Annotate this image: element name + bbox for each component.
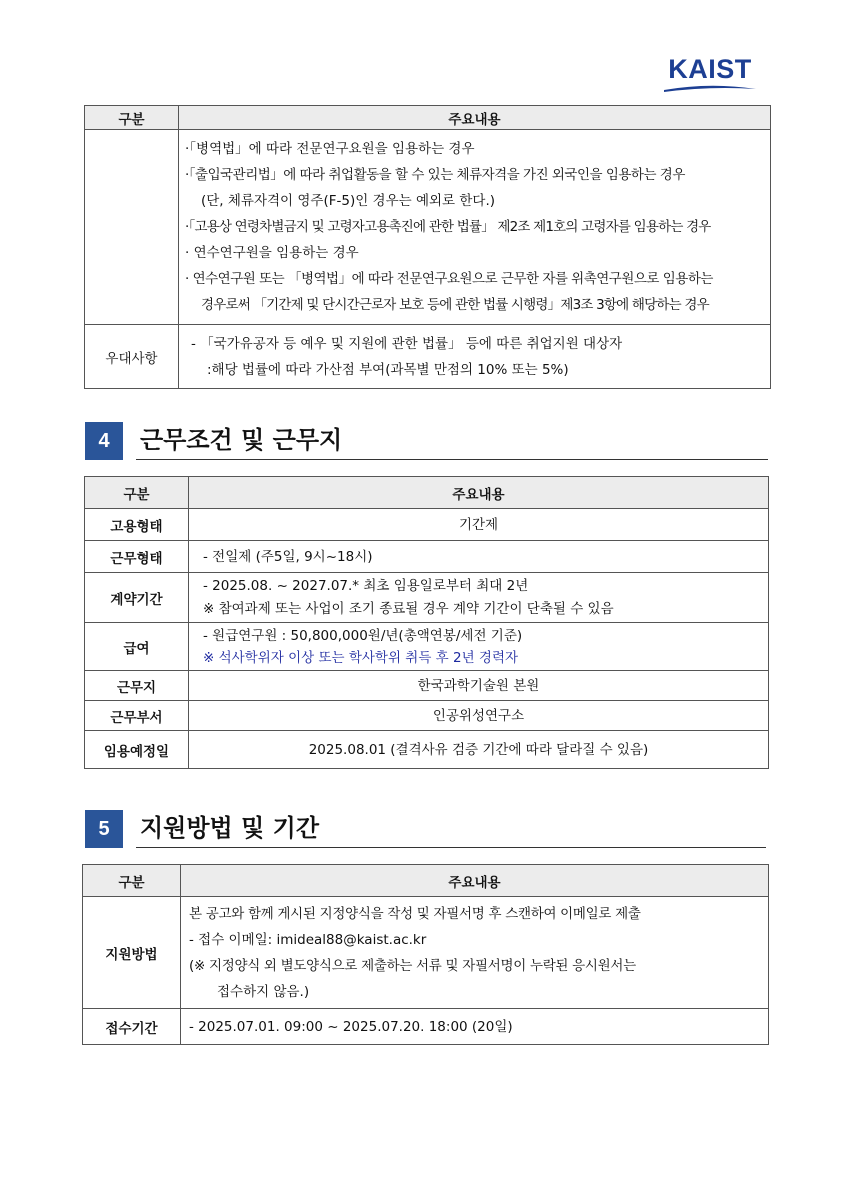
row-label: 근무형태: [85, 541, 189, 573]
row-value: [181, 897, 769, 1009]
header-content: 주요내용: [189, 477, 769, 509]
work-conditions-table: [84, 476, 769, 769]
row-label: 급여: [85, 623, 189, 671]
content-line: 경우로써 「기간제 및 단시간근로자 보호 등에 관한 법률 시행령」제3조 3항에 해당하는 경우: [201, 297, 709, 313]
content-line: - 전일제 (주5일, 9시~18시): [203, 548, 373, 565]
content-line: - 2025.08. ~ 2027.07.* 최초 임용일로부터 최대 2년: [203, 577, 529, 594]
row-value: [189, 541, 769, 573]
eligibility-table: [84, 105, 771, 389]
table-row: [85, 325, 771, 389]
content-line: · 연수연구원을 임용하는 경우: [185, 245, 359, 261]
section-divider: [136, 459, 768, 460]
content-line: 접수하지 않음.): [217, 983, 310, 1000]
table-row: [85, 541, 769, 573]
row-value: [189, 731, 769, 769]
kaist-logo: [662, 56, 758, 94]
preference-content: [179, 325, 771, 389]
logo-swoosh-icon: [662, 84, 758, 94]
table-header-row: [83, 865, 769, 897]
row-label: 계약기간: [85, 573, 189, 623]
row-value: [181, 1009, 769, 1045]
row-label: 고용형태: [85, 509, 189, 541]
content-line: - 접수 이메일: imideal88@kaist.ac.kr: [189, 931, 427, 948]
content-line: · 연수연구원 또는 「병역법」에 따라 전문연구요원으로 근무한 자를 위촉연구원으로 임용하는: [185, 271, 713, 287]
header-category: 구분: [83, 865, 181, 897]
header-content: 주요내용: [179, 106, 771, 130]
row-label: 근무지: [85, 671, 189, 701]
row-label-preference: 우대사항: [85, 325, 179, 389]
content-line: (※ 지정양식 외 별도양식으로 제출하는 서류 및 자필서명이 누락된 응시원서는: [189, 957, 636, 974]
content-line: :해당 법률에 따라 가산점 부여(과목별 만점의 10% 또는 5%): [207, 361, 569, 378]
logo-text: KAIST: [668, 54, 752, 84]
application-table: [82, 864, 769, 1045]
section-title: 지원방법 및 기간: [140, 814, 319, 842]
row-value: [189, 701, 769, 731]
content-line: 기간제: [458, 516, 499, 533]
table-header-row: [85, 106, 771, 130]
row-value: [189, 623, 769, 671]
header-category: 구분: [85, 106, 179, 130]
header-content: 주요내용: [181, 865, 769, 897]
section-title: 근무조건 및 근무지: [140, 426, 343, 454]
row-label: 지원방법: [83, 897, 181, 1009]
content-line: ·「병역법」에 따라 전문연구요원을 임용하는 경우: [185, 141, 475, 157]
row-label: 임용예정일: [85, 731, 189, 769]
row-value: [189, 573, 769, 623]
row-label: 근무부서: [85, 701, 189, 731]
section-divider: [136, 847, 766, 848]
section-number-badge: 4: [85, 422, 123, 460]
header-category: 구분: [85, 477, 189, 509]
table-row: [85, 623, 769, 671]
content-line: ※ 참여과제 또는 사업이 조기 종료될 경우 계약 기간이 단축될 수 있음: [203, 600, 614, 617]
content-line: - 원급연구원 : 50,800,000원/년(총액연봉/세전 기준): [203, 627, 523, 644]
content-line: (단, 체류자격이 영주(F-5)인 경우는 예외로 한다.): [201, 193, 496, 209]
row-label-empty: [85, 130, 179, 325]
table-row: [85, 509, 769, 541]
table-row: [85, 130, 771, 325]
table-row: [85, 731, 769, 769]
table-header-row: [85, 477, 769, 509]
section-number-badge: 5: [85, 810, 123, 848]
content-line: ·「출입국관리법」에 따라 취업활동을 할 수 있는 체류자격을 가진 외국인을 임용하는 경우: [185, 167, 685, 183]
table-row: [83, 1009, 769, 1045]
content-line-highlight: ※ 석사학위자 이상 또는 학사학위 취득 후 2년 경력자: [203, 649, 519, 666]
table-row: [85, 573, 769, 623]
content-line: 인공위성연구소: [432, 707, 525, 724]
content-line: 본 공고와 함께 게시된 지정양식을 작성 및 자필서명 후 스캔하여 이메일로 제출: [189, 905, 641, 922]
content-line: 한국과학기술원 본원: [417, 677, 540, 694]
row-label: 접수기간: [83, 1009, 181, 1045]
table-row: [83, 897, 769, 1009]
content-line: 2025.08.01 (결격사유 검증 기간에 따라 달라질 수 있음): [308, 741, 649, 758]
row-value: [189, 671, 769, 701]
table-row: [85, 701, 769, 731]
content-line: ·「고용상 연령차별금지 및 고령자고용촉진에 관한 법률」 제2조 제1호의 고령자를 임용하는 경우: [185, 219, 711, 235]
content-line: - 「국가유공자 등 예우 및 지원에 관한 법률」 등에 따른 취업지원 대상자: [191, 335, 623, 352]
table-row: [85, 671, 769, 701]
exclusion-content: [179, 130, 771, 325]
content-line: - 2025.07.01. 09:00 ~ 2025.07.20. 18:00 (20일): [189, 1018, 513, 1035]
row-value: [189, 509, 769, 541]
